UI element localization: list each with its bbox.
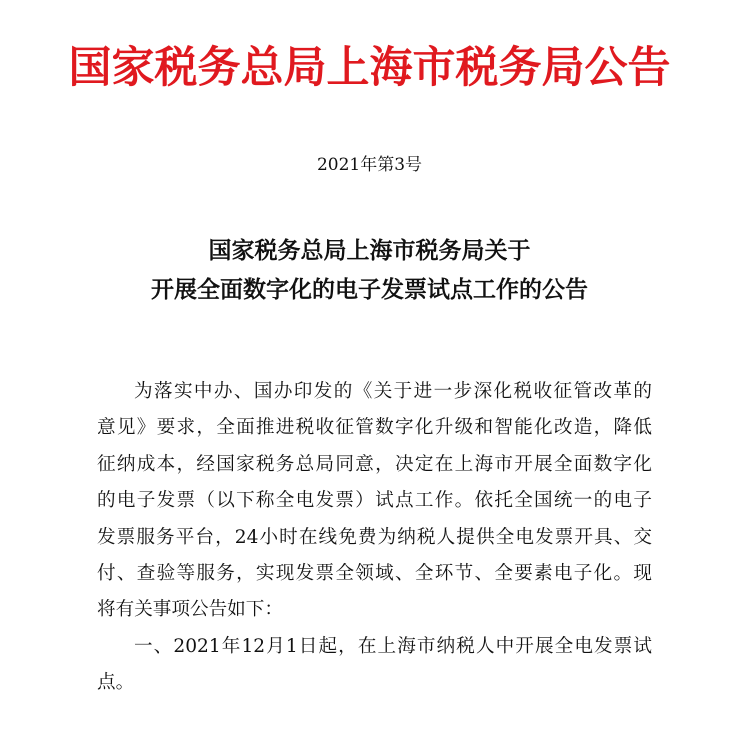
body-line: 发票服务平台，24小时在线免费为纳税人提供全电发票开具、交 <box>97 526 652 548</box>
announcement-subject <box>0 232 739 310</box>
body-line: 点。 <box>97 672 135 694</box>
body-line: 为落实中办、国办印发的《关于进一步深化税收征管改革的 <box>134 381 652 402</box>
body-line: 的电子发票（以下称全电发票）试点工作。依托全国统一的电子 <box>97 490 652 512</box>
body-line: 将有关事项公告如下： <box>97 599 283 621</box>
document-number: 2021年第3号 <box>316 155 423 175</box>
subject-line-1: 国家税务总局上海市税务局关于 <box>208 238 531 264</box>
subject-line-2: 开展全面数字化的电子发票试点工作的公告 <box>151 277 588 303</box>
body-line: 付、查验等服务，实现发票全领域、全环节、全要素电子化。现 <box>97 562 652 584</box>
document-title: 国家税务总局上海市税务局公告 <box>68 43 671 93</box>
body-line: 征纳成本，经国家税务总局同意，决定在上海市开展全面数字化 <box>97 453 652 475</box>
body-line: 一、2021年12月1日起，在上海市纳税人中开展全电发票试 <box>134 635 652 657</box>
body-line: 意见》要求，全面推进税收征管数字化升级和智能化改造，降低 <box>97 417 652 439</box>
announcement-body <box>97 374 652 702</box>
